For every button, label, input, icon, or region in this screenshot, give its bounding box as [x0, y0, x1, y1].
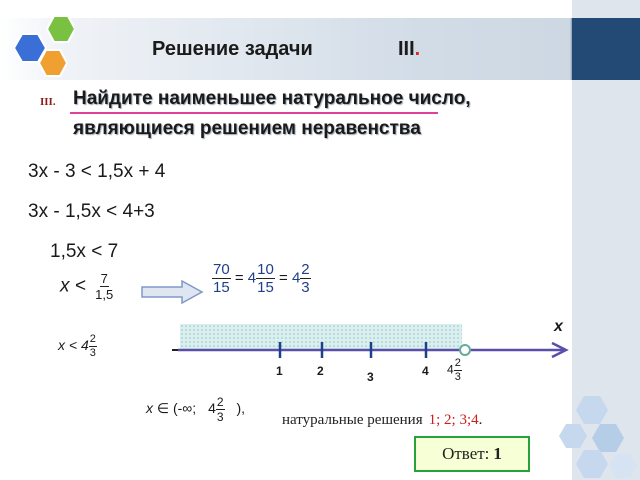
task-number: III. [40, 96, 56, 108]
step-4-fraction: $\frac{7}{1,5}$ [95, 271, 114, 302]
tick-label-4: 4 [422, 364, 429, 378]
task-underline [70, 112, 438, 114]
step-3: 1,5x < 7 [50, 241, 119, 262]
step-4: x < $\frac{7}{1,5}$ [60, 271, 114, 302]
task-text-line1: Найдите наименьшее натуральное число, [73, 88, 471, 109]
step-2: 3x - 1,5x < 4+3 [28, 201, 155, 222]
page-title: Решение задачи [152, 38, 313, 60]
hexagon-orange-icon [39, 50, 67, 76]
point-fraction: $\frac{2}{3}$ [454, 357, 461, 383]
fraction-70-15: $\frac{70}{15}$ [213, 261, 230, 296]
header-bar [0, 18, 640, 80]
interval: x ∈ (-∞; 4 $\frac{2}{3}$ ), [146, 395, 245, 424]
fraction-10-15: $\frac{10}{15}$ [257, 261, 274, 296]
task-text-line2: являющиеся решением неравенства [73, 118, 421, 139]
left-result-fraction: $\frac{2}{3}$ [89, 333, 96, 359]
hexagon-green-icon [47, 16, 74, 42]
decor-hexagons [556, 392, 640, 480]
open-point [460, 345, 470, 355]
tick-label-2: 2 [317, 364, 324, 378]
fraction-conversion: $\frac{70}{15}$ = 4 $\frac{10}{15}$ = 4 $\frac{2}{3}$ [213, 261, 310, 296]
left-result: x < 4 $\frac{2}{3}$ [58, 333, 96, 359]
tick-label-1: 1 [276, 364, 283, 378]
answer-box: Ответ: 1 [414, 436, 530, 472]
hexagon-logo [4, 10, 74, 82]
axis-label-x: x [554, 318, 563, 335]
natural-solutions: натуральные решения 1; 2; 3;4. [282, 412, 483, 428]
title-number: III. [398, 38, 421, 60]
fraction-2-3: $\frac{2}{3}$ [301, 261, 310, 296]
number-line [168, 316, 573, 372]
interval-fraction: $\frac{2}{3}$ [216, 395, 224, 424]
right-arrow-icon [140, 280, 204, 304]
step-1: 3x - 3 < 1,5x + 4 [28, 161, 166, 182]
tick-label-3: 3 [367, 370, 374, 384]
point-label: 4 $\frac{2}{3}$ [447, 357, 461, 383]
right-decor-strip-dark [572, 18, 640, 80]
